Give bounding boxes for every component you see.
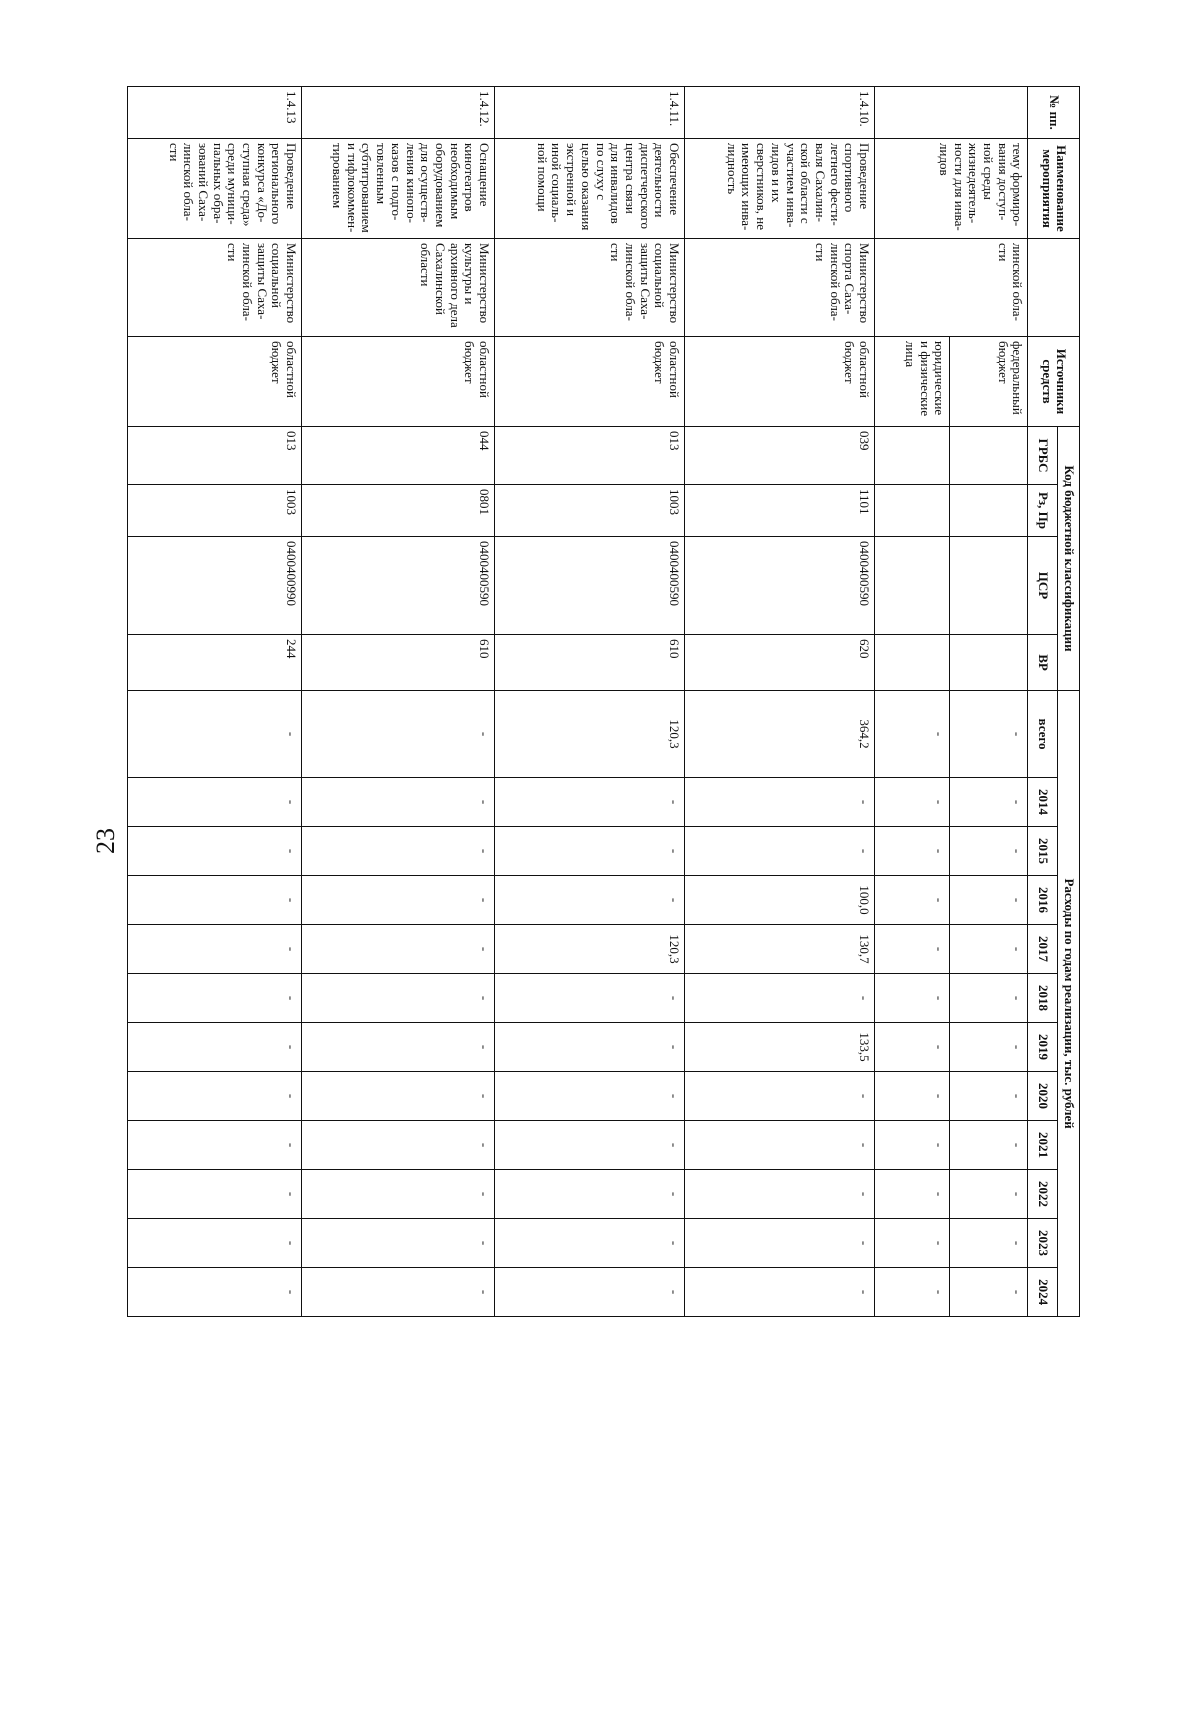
budget-table	[127, 86, 1080, 1317]
row-total-value: 120,3	[494, 691, 684, 778]
row-grbs-code: 044	[302, 427, 495, 485]
spending-group-header: Расходы по годам реализации, тыс. рублей	[1058, 691, 1080, 1317]
row-rzpr-code	[950, 485, 1028, 537]
row-year-value: 130,7	[684, 925, 874, 974]
row-executor: линской обла-сти	[874, 239, 1027, 337]
row-year-value: -	[128, 1023, 302, 1072]
col-rzpr-header: Рз, Пр	[1028, 485, 1058, 537]
row-number: 1.4.10.	[684, 87, 874, 139]
row-year-value: -	[494, 1072, 684, 1121]
table-row	[302, 87, 495, 1317]
row-year-value: -	[302, 1072, 495, 1121]
row-year-value: -	[128, 974, 302, 1023]
row-year-value: -	[302, 778, 495, 827]
row-year-value: -	[128, 778, 302, 827]
row-grbs-code: 039	[684, 427, 874, 485]
row-year-value: -	[128, 1219, 302, 1268]
row-total-value: -	[128, 691, 302, 778]
row-year-value: -	[302, 1219, 495, 1268]
col-year-header: 2016	[1028, 876, 1058, 925]
row-number: 1.4.11.	[494, 87, 684, 139]
row-year-value: -	[950, 925, 1028, 974]
col-num-header: № пп.	[1028, 87, 1080, 139]
row-funding-source: областной бюджет	[494, 337, 684, 427]
row-vr-code	[950, 635, 1028, 691]
row-total-value: -	[874, 691, 950, 778]
row-year-value: 120,3	[494, 925, 684, 974]
row-year-value: -	[684, 974, 874, 1023]
row-year-value: -	[494, 974, 684, 1023]
row-year-value: -	[874, 876, 950, 925]
row-year-value: -	[302, 876, 495, 925]
row-year-value: -	[684, 827, 874, 876]
row-year-value: -	[128, 1072, 302, 1121]
col-year-header: 2024	[1028, 1268, 1058, 1317]
row-year-value: -	[494, 778, 684, 827]
row-grbs-code: 013	[128, 427, 302, 485]
row-executor: Министерство социальной защиты Саха-линской обла-сти	[494, 239, 684, 337]
row-event-name: Оснащение кинотеатров необходимым оборудованием для осуществ-ления кинопо-казов с подго-товленным субтитрованием и тифлокоммен-тированием	[302, 139, 495, 239]
table-row	[128, 87, 302, 1317]
col-year-header: 2022	[1028, 1170, 1058, 1219]
row-year-value: -	[950, 778, 1028, 827]
row-rzpr-code: 1003	[128, 485, 302, 537]
row-year-value: -	[494, 1268, 684, 1317]
row-number: 1.4.12.	[302, 87, 495, 139]
budget-code-group-header: Код бюджетной классификации	[1058, 427, 1080, 691]
row-vr-code: 610	[494, 635, 684, 691]
row-funding-source: областной бюджет	[302, 337, 495, 427]
row-csr-code: 0400400590	[494, 537, 684, 635]
col-grbs-header: ГРБС	[1028, 427, 1058, 485]
row-funding-source: областной бюджет	[684, 337, 874, 427]
row-year-value: -	[950, 1072, 1028, 1121]
row-vr-code	[874, 635, 950, 691]
row-grbs-code	[950, 427, 1028, 485]
row-year-value: -	[874, 778, 950, 827]
col-year-header: 2015	[1028, 827, 1058, 876]
row-year-value: -	[950, 1121, 1028, 1170]
row-vr-code: 610	[302, 635, 495, 691]
col-year-header: 2021	[1028, 1121, 1058, 1170]
budget-table-rotated	[127, 86, 1080, 1306]
row-year-value: -	[874, 827, 950, 876]
row-year-value: -	[302, 1170, 495, 1219]
row-year-value: -	[950, 1268, 1028, 1317]
row-grbs-code	[874, 427, 950, 485]
row-year-value: -	[494, 876, 684, 925]
row-year-value: -	[950, 1170, 1028, 1219]
row-csr-code	[874, 537, 950, 635]
table-row	[494, 87, 684, 1317]
row-total-value: -	[950, 691, 1028, 778]
row-year-value: -	[494, 1023, 684, 1072]
row-csr-code	[950, 537, 1028, 635]
row-event-name: Проведение спортивного летнего фести-валя Сахалин-ской области с участием инва-лидов и их сверстников, не имеющих инва-лидность	[684, 139, 874, 239]
row-year-value: -	[950, 974, 1028, 1023]
row-year-value: -	[302, 1121, 495, 1170]
row-executor: Министерство социальной защиты Саха-линской обла-сти	[128, 239, 302, 337]
col-name-header: Наименование мероприятия	[1028, 139, 1080, 239]
row-csr-code: 0400400590	[684, 537, 874, 635]
row-year-value: -	[950, 1219, 1028, 1268]
row-year-value: -	[494, 1170, 684, 1219]
table-body	[128, 87, 1028, 1317]
row-total-value: 364,2	[684, 691, 874, 778]
row-funding-source: областной бюджет	[128, 337, 302, 427]
row-year-value: -	[950, 876, 1028, 925]
row-year-value: -	[128, 925, 302, 974]
row-year-value: -	[874, 1219, 950, 1268]
row-year-value: -	[874, 1023, 950, 1072]
row-csr-code: 0400400990	[128, 537, 302, 635]
col-exec-header	[1028, 239, 1080, 337]
row-vr-code: 244	[128, 635, 302, 691]
table-row	[950, 87, 1028, 1317]
row-year-value: -	[874, 1170, 950, 1219]
col-source-header: Источники средств	[1028, 337, 1080, 427]
row-year-value: -	[302, 925, 495, 974]
row-year-value: -	[874, 1121, 950, 1170]
col-vr-header: ВР	[1028, 635, 1058, 691]
row-year-value: -	[684, 1170, 874, 1219]
row-year-value: -	[684, 1072, 874, 1121]
row-year-value: -	[494, 1219, 684, 1268]
row-year-value: -	[684, 1268, 874, 1317]
table-row	[684, 87, 874, 1317]
row-year-value: -	[128, 827, 302, 876]
col-year-header: 2017	[1028, 925, 1058, 974]
row-year-value: -	[874, 974, 950, 1023]
page-number: 23	[91, 828, 120, 854]
row-year-value: -	[302, 827, 495, 876]
row-year-value: -	[494, 827, 684, 876]
col-total-header: всего	[1028, 691, 1058, 778]
row-year-value: 100,0	[684, 876, 874, 925]
col-csr-header: ЦСР	[1028, 537, 1058, 635]
row-year-value: -	[874, 1072, 950, 1121]
row-rzpr-code: 0801	[302, 485, 495, 537]
col-year-header: 2020	[1028, 1072, 1058, 1121]
row-year-value: -	[684, 1121, 874, 1170]
row-year-value: -	[302, 974, 495, 1023]
row-csr-code: 0400400590	[302, 537, 495, 635]
row-event-name: Обеспечение деятельности диспетчерского центра связи для инвалидов по слуху с целью оказания экстренной и иной социаль-ной помощи	[494, 139, 684, 239]
row-funding-source: федеральный бюджет	[950, 337, 1028, 427]
col-year-header: 2023	[1028, 1219, 1058, 1268]
row-grbs-code: 013	[494, 427, 684, 485]
row-number	[874, 87, 1027, 139]
row-funding-source: юридические и физические лица	[874, 337, 950, 427]
row-event-name: тему формиро-вания доступ-ной среды жизнедеятель-ности для инва-лидов	[874, 139, 1027, 239]
row-rzpr-code: 1101	[684, 485, 874, 537]
row-year-value: -	[302, 1268, 495, 1317]
row-executor: Министерство спорта Саха-линской обла-сти	[684, 239, 874, 337]
row-year-value: -	[874, 925, 950, 974]
row-year-value: -	[950, 1023, 1028, 1072]
row-rzpr-code	[874, 485, 950, 537]
col-year-header: 2018	[1028, 974, 1058, 1023]
row-year-value: -	[874, 1268, 950, 1317]
col-year-header: 2014	[1028, 778, 1058, 827]
row-year-value: 133,5	[684, 1023, 874, 1072]
col-year-header: 2019	[1028, 1023, 1058, 1072]
row-vr-code: 620	[684, 635, 874, 691]
row-rzpr-code: 1003	[494, 485, 684, 537]
row-number: 1.4.13	[128, 87, 302, 139]
row-year-value: -	[128, 1121, 302, 1170]
row-executor: Министерство культуры и архивного дела Сахалинской области	[302, 239, 495, 337]
row-year-value: -	[494, 1121, 684, 1170]
row-year-value: -	[950, 827, 1028, 876]
row-year-value: -	[684, 778, 874, 827]
row-year-value: -	[128, 1170, 302, 1219]
row-event-name: Проведение регионального конкурса «До-ступная среда» среди муници-пальных обра-зований Саха-линской обла-сти	[128, 139, 302, 239]
header-row-1	[1058, 87, 1080, 1317]
row-year-value: -	[302, 1023, 495, 1072]
row-total-value: -	[302, 691, 495, 778]
row-year-value: -	[684, 1219, 874, 1268]
row-year-value: -	[128, 1268, 302, 1317]
row-year-value: -	[128, 876, 302, 925]
